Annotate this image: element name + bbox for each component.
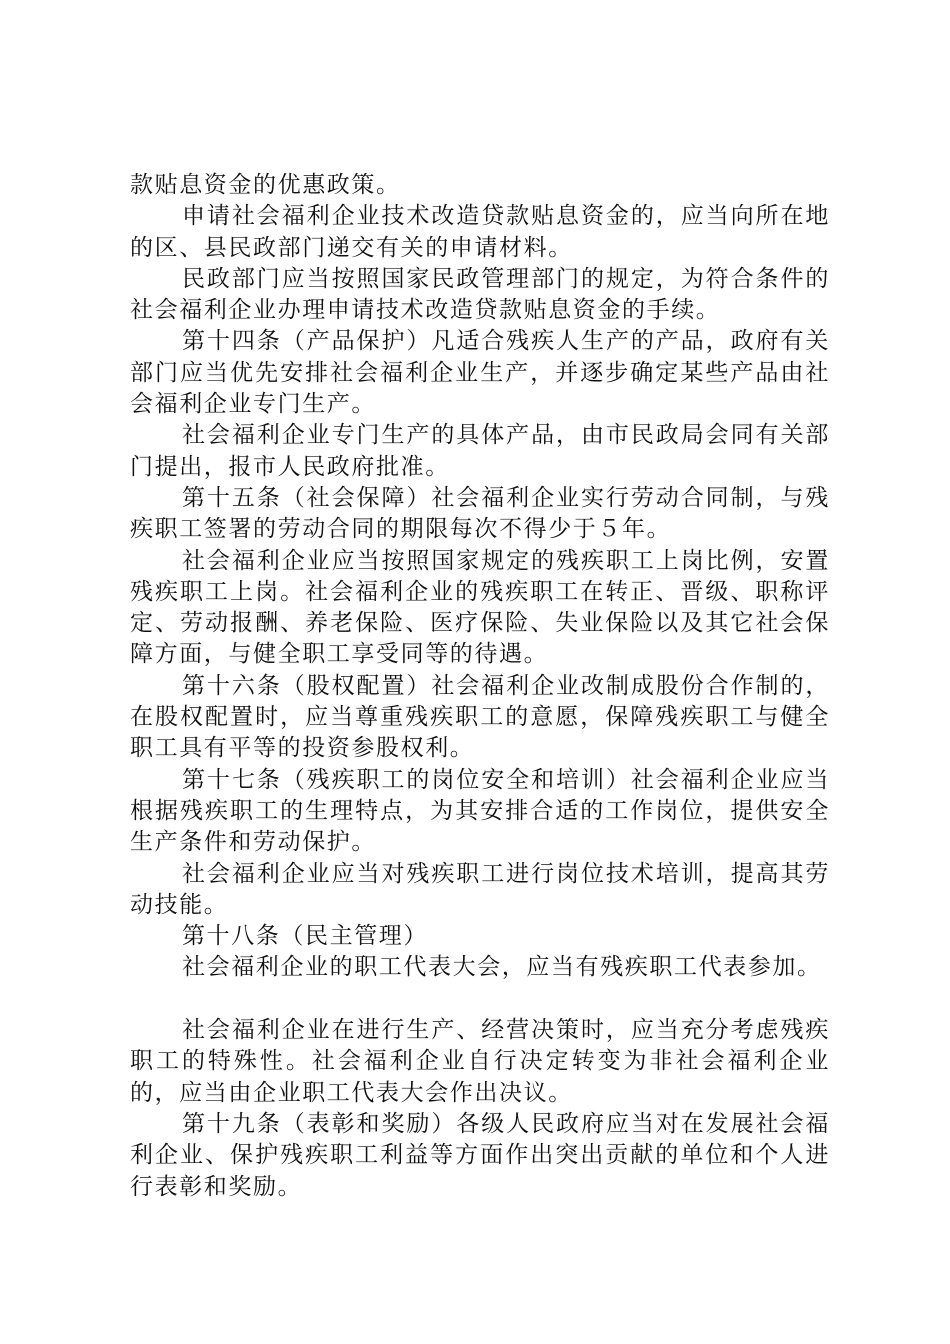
article-18-heading: 第十八条（民主管理） bbox=[182, 923, 428, 950]
paragraph: 社会福利企业在进行生产、经营决策时，应当充分考虑残疾职工的特殊性。社会福利企业自行决定转变为非社会福利企业的，应当由企业职工代表大会作出决议。 bbox=[130, 1017, 830, 1106]
paragraph: 社会福利企业专门生产的具体产品，由市民政局会同有关部门提出，报市人民政府批准。 bbox=[130, 422, 830, 480]
paragraph: 民政部门应当按照国家民政管理部门的规定，为符合条件的社会福利企业办理申请技术改造贷款贴息资金的手续。 bbox=[130, 265, 830, 324]
article-15: 第十五条（社会保障）社会福利企业实行劳动合同制，与残疾职工签署的劳动合同的期限每次不得少于５年。 bbox=[130, 484, 830, 543]
article-16: 第十六条（股权配置）社会福利企业改制成股份合作制的，在股权配置时，应当尊重残疾职工的意愿，保障残疾职工与健全职工具有平等的投资参股权利。 bbox=[130, 672, 830, 762]
document-body bbox=[130, 170, 830, 1203]
article-17: 第十七条（残疾职工的岗位安全和培训）社会福利企业应当根据残疾职工的生理特点，为其安排合适的工作岗位，提供安全生产条件和劳动保护。 bbox=[130, 766, 830, 856]
paragraph: 申请社会福利企业技术改造贷款贴息资金的，应当向所在地的区、县民政部门递交有关的申请材料。 bbox=[130, 203, 830, 261]
paragraph: 社会福利企业应当按照国家规定的残疾职工上岗比例，安置残疾职工上岗。社会福利企业的残疾职工在转正、晋级、职称评定、劳动报酬、养老保险、医疗保险、失业保险以及其它社会保障方面，与健全职工享受同等的待遇。 bbox=[130, 547, 830, 668]
paragraph: 社会福利企业的职工代表大会，应当有残疾职工代表参加。 bbox=[182, 954, 822, 981]
paragraph: 社会福利企业应当对残疾职工进行岗位技术培训，提高其劳动技能。 bbox=[130, 860, 830, 918]
paragraph-continuation: 款贴息资金的优惠政策。 bbox=[130, 172, 401, 198]
article-19: 第十九条（表彰和奖励）各级人民政府应当对在发展社会福利企业、保护残疾职工利益等方面作出突出贡献的单位和个人进行表彰和奖励。 bbox=[130, 1110, 830, 1200]
article-14: 第十四条（产品保护）凡适合残疾人生产的产品，政府有关部门应当优先安排社会福利企业生产，并逐步确定某些产品由社会福利企业专门生产。 bbox=[130, 328, 830, 418]
